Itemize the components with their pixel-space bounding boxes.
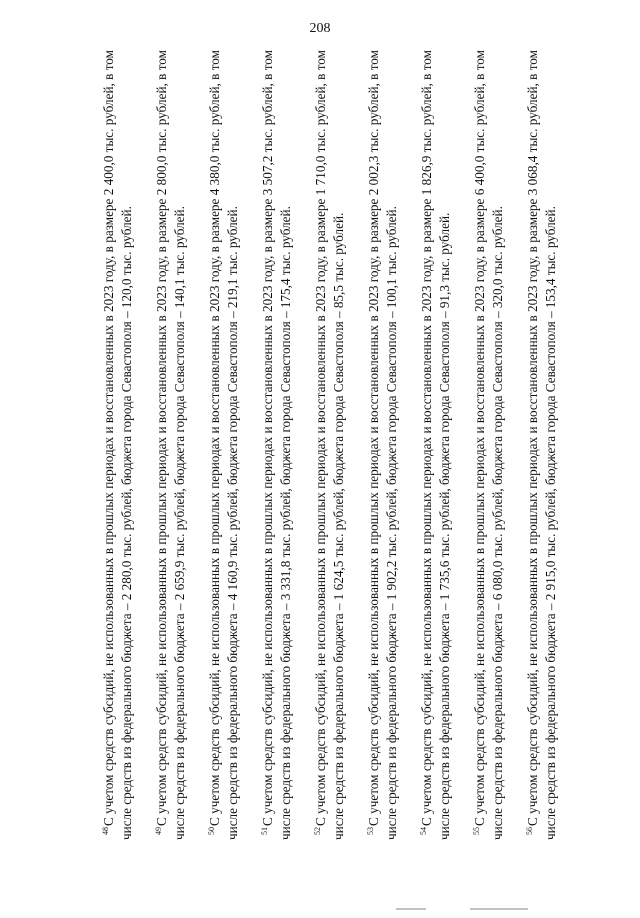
footnote-text: С учетом средств субсидий, не использованных в прошлых периодах и восстановленных в 2023 году, в размере 1 826,9 тыс. рублей, в том числе средств из федерального бюджета – 1 735,6 тыс. рублей, бюджета города Севастополя – 91,3 тыс. рублей. (419, 50, 452, 840)
footnote-marker: 49 (154, 827, 163, 835)
footnote-marker: 53 (366, 827, 375, 835)
scan-artifact (396, 908, 426, 910)
footnote-50 (206, 50, 259, 840)
footnote-text: С учетом средств субсидий, не использованных в прошлых периодах и восстановленных в 2023 году, в размере 2 400,0 тыс. рублей, в том числе средств из федерального бюджета – 2 280,0 тыс. рублей, бюджета города Севастополя – 120,0 тыс. рублей. (101, 50, 134, 840)
footnote-49 (153, 50, 206, 840)
footnote-marker: 52 (313, 827, 322, 835)
footnote-55 (471, 50, 524, 840)
footnote-text: С учетом средств субсидий, не использованных в прошлых периодах и восстановленных в 2023 году, в размере 1 710,0 тыс. рублей, в том числе средств из федерального бюджета – 1 624,5 тыс. рублей, бюджета города Севастополя – 85,5 тыс. рублей. (313, 50, 346, 840)
page-number: 208 (309, 21, 331, 36)
scan-artifact (470, 908, 528, 910)
footnote-text: С учетом средств субсидий, не использованных в прошлых периодах и восстановленных в 2023 году, в размере 3 507,2 тыс. рублей, в том числе средств из федерального бюджета – 3 331,8 тыс. рублей, бюджета города Севастополя – 175,4 тыс. рублей. (260, 50, 293, 840)
footnote-51 (259, 50, 312, 840)
footnote-marker: 54 (419, 827, 428, 835)
footnote-text: С учетом средств субсидий, не использованных в прошлых периодах и восстановленных в 2023 году, в размере 2 800,0 тыс. рублей, в том числе средств из федерального бюджета – 2 659,9 тыс. рублей, бюджета города Севастополя – 140,1 тыс. рублей. (154, 50, 187, 840)
footnote-text: С учетом средств субсидий, не использованных в прошлых периодах и восстановленных в 2023 году, в размере 3 068,4 тыс. рублей, в том числе средств из федерального бюджета – 2 915,0 тыс. рублей, бюджета города Севастополя – 153,4 тыс. рублей. (525, 50, 558, 840)
footnote-54 (418, 50, 471, 840)
footnotes-block (100, 50, 577, 840)
footnote-56 (524, 50, 577, 840)
footnote-marker: 50 (207, 827, 216, 835)
footnote-marker: 56 (525, 827, 534, 835)
footnote-53 (365, 50, 418, 840)
footnote-text: С учетом средств субсидий, не использованных в прошлых периодах и восстановленных в 2023 году, в размере 4 380,0 тыс. рублей, в том числе средств из федерального бюджета – 4 160,9 тыс. рублей, бюджета города Севастополя – 219,1 тыс. рублей. (207, 50, 240, 840)
footnote-text: С учетом средств субсидий, не использованных в прошлых периодах и восстановленных в 2023 году, в размере 6 400,0 тыс. рублей, в том числе средств из федерального бюджета – 6 080,0 тыс. рублей, бюджета города Севастополя – 320,0 тыс. рублей. (472, 50, 505, 840)
footnote-52 (312, 50, 365, 840)
footnote-marker: 55 (472, 827, 481, 835)
footnote-48 (100, 50, 153, 840)
footnote-marker: 48 (101, 827, 110, 835)
footnote-marker: 51 (260, 827, 269, 835)
footnote-text: С учетом средств субсидий, не использованных в прошлых периодах и восстановленных в 2023 году, в размере 2 002,3 тыс. рублей, в том числе средств из федерального бюджета – 1 902,2 тыс. рублей, бюджета города Севастополя – 100,1 тыс. рублей. (366, 50, 399, 840)
